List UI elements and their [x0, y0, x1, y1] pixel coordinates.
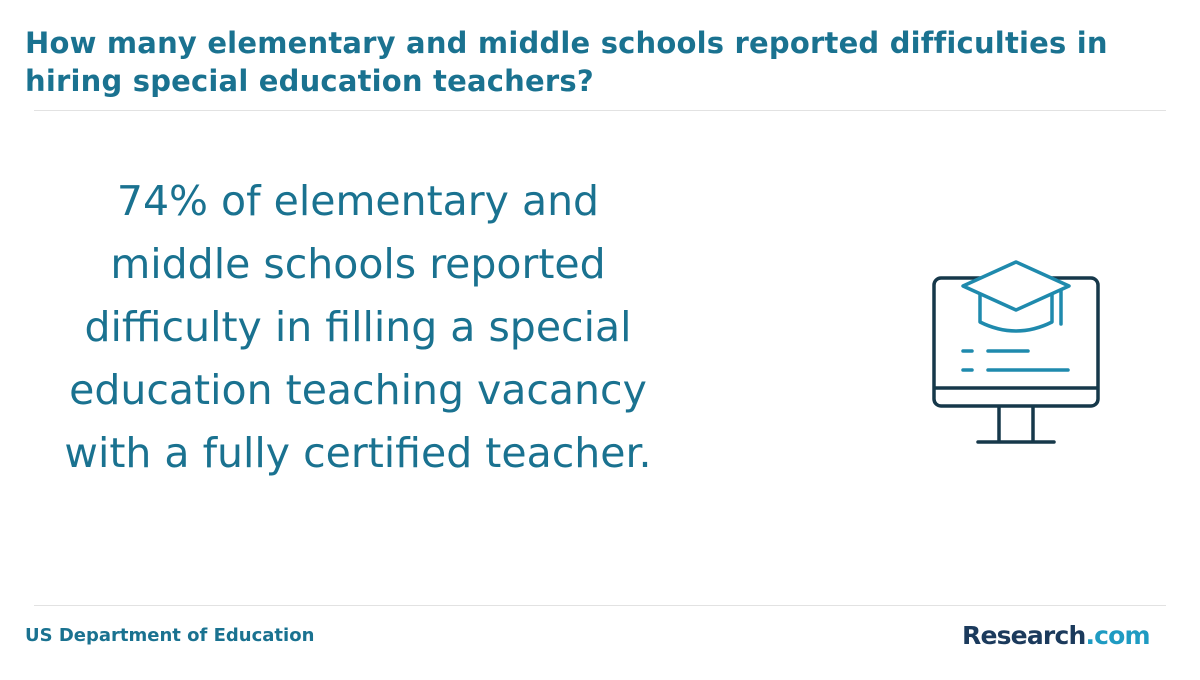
logo-tld-text: .com [1085, 621, 1150, 650]
page-title: How many elementary and middle schools reported difficulties in hiring special education teachers? [25, 26, 1108, 98]
logo-brand-text: Research [962, 621, 1086, 650]
statistic-text: 74% of elementary and middle schools reported difficulty in filling a special education teaching vacancy with a fully certified teacher. [64, 177, 652, 477]
research-com-logo[interactable] [962, 620, 1150, 652]
bottom-divider [34, 605, 1166, 606]
source-label: US Department of Education [25, 625, 315, 646]
monitor-graduation-cap-icon [920, 250, 1120, 460]
top-divider [34, 110, 1166, 111]
